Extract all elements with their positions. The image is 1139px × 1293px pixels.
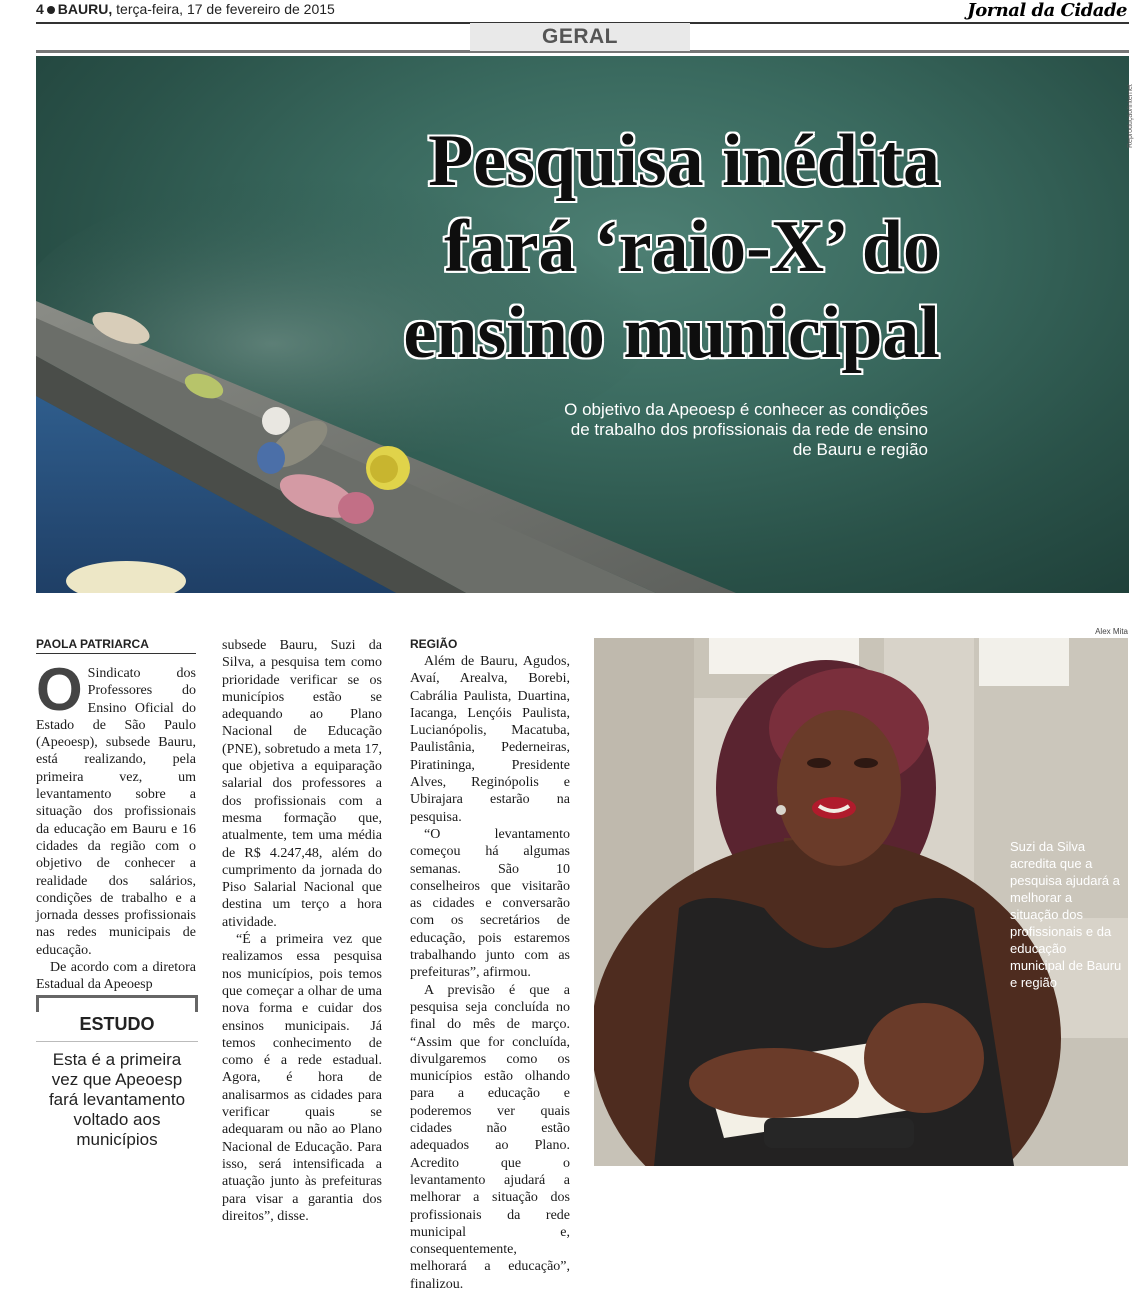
- paragraph: Sindicato dos Professores do Ensino Oficial do Estado de São Paulo (Apeoesp), subsede Bauru, está realizando, pela primeira vez, um levantamento sobre a situação dos profissionais da educação em Bauru e 16 cidades da região com o objetivo de conhecer a realidade dos salários, condições de trabalho e a jornada desses profissionais nas redes municipais de educação.: [36, 666, 196, 958]
- hero-photo-credit: Reprodução/Internet: [1127, 84, 1134, 148]
- subheadline: O objetivo da Apeoesp é conhecer as condições de trabalho dos profissionais da rede de ensino de Bauru e região: [564, 400, 928, 459]
- dropcap: O: [36, 656, 83, 723]
- byline: PAOLA PATRIARCA: [36, 637, 149, 651]
- article-column-3: [410, 637, 570, 1293]
- byline-divider: [36, 653, 196, 654]
- paragraph: A previsão é que a pesquisa seja concluída no final do mês de março. “Assim que for concluída, divulgaremos como os municípios estão olhando para a educação e poderemos ver quais cidades não estão adequados ao Plano. Acredito que o levantamento ajudará a melhorar a situação dos profissionais da rede municipal e, consequentemente, melhorará a educação”, finalizou.: [410, 982, 570, 1292]
- photo-credit: Alex Mita: [1095, 627, 1128, 636]
- page-header-meta: [36, 1, 335, 17]
- paragraph: subsede Bauru, Suzi da Silva, a pesquisa tem como prioridade verificar se os municípios estão se adequando ao Plano Nacional de Educação (PNE), sobretudo a meta 17, que objetiva a equiparação salarial dos professores a dos profissionais com a mesma formação que, atualmente, tem uma média de R$ 4.247,48, além do cumprimento da jornada do Piso Salarial Nacional que destina um terço a hora atividade.: [222, 638, 382, 930]
- article-column-2: [222, 637, 382, 1225]
- issue-date: terça-feira, 17 de fevereiro de 2015: [116, 1, 335, 17]
- headline-line-2: fará ‘raio-X’ do: [444, 206, 940, 288]
- section-label: GERAL: [470, 23, 690, 51]
- article-column-1: [36, 656, 196, 994]
- bullet-icon: [47, 6, 55, 14]
- city-label: BAURU,: [57, 1, 113, 17]
- paragraph: De acordo com a diretora Estadual da Apeoesp: [36, 960, 196, 993]
- sidebar-title: ESTUDO: [79, 1014, 155, 1034]
- sidebar-divider: [36, 1041, 198, 1042]
- page-number: 4: [36, 1, 44, 17]
- paragraph: “O levantamento começou há algumas semanas. São 10 conselheiros que visitarão as cidades e conversarão com os secretários de educação, pois estaremos trabalhando junto com as prefeituras”, afirmou.: [410, 826, 570, 981]
- sidebar-box-frame: [36, 995, 198, 1012]
- headline-line-3: ensino municipal: [403, 292, 940, 374]
- headline: [300, 118, 940, 376]
- sidebar-text: Esta é a primeira vez que Apeoesp fará levantamento voltado aos municípios: [48, 1050, 186, 1149]
- photo-caption: Suzi da Silva acredita que a pesquisa ajudará a melhorar a situação dos profissionais e da educação municipal de Bauru e região: [1010, 839, 1122, 990]
- newspaper-logo: Jornal da Cidade: [967, 0, 1127, 21]
- section-subheading: REGIÃO: [410, 637, 458, 651]
- headline-line-1: Pesquisa inédita: [428, 120, 940, 202]
- paragraph: Além de Bauru, Agudos, Avaí, Arealva, Borebi, Cabrália Paulista, Duartina, Iacanga, Lençóis Paulista, Lucianópolis, Macatuba, Paulistânia, Pederneiras, Piratininga, Presidente Alves, Reginópolis e Ubirajara estarão na pesquisa.: [410, 654, 570, 825]
- paragraph: “É a primeira vez que realizamos essa pesquisa nos municípios, pois temos que começar a olhar de uma nova forma e cuidar dos ensinos municipais. Já temos conhecimento de como é a rede estadual. Agora, é hora de analisarmos as cidades para verificar quais se adequaram ou não ao Plano Nacional de Educação. Para isso, será intensificada a atuação junto às prefeituras para visar a garantia dos direitos”, disse.: [222, 932, 382, 1224]
